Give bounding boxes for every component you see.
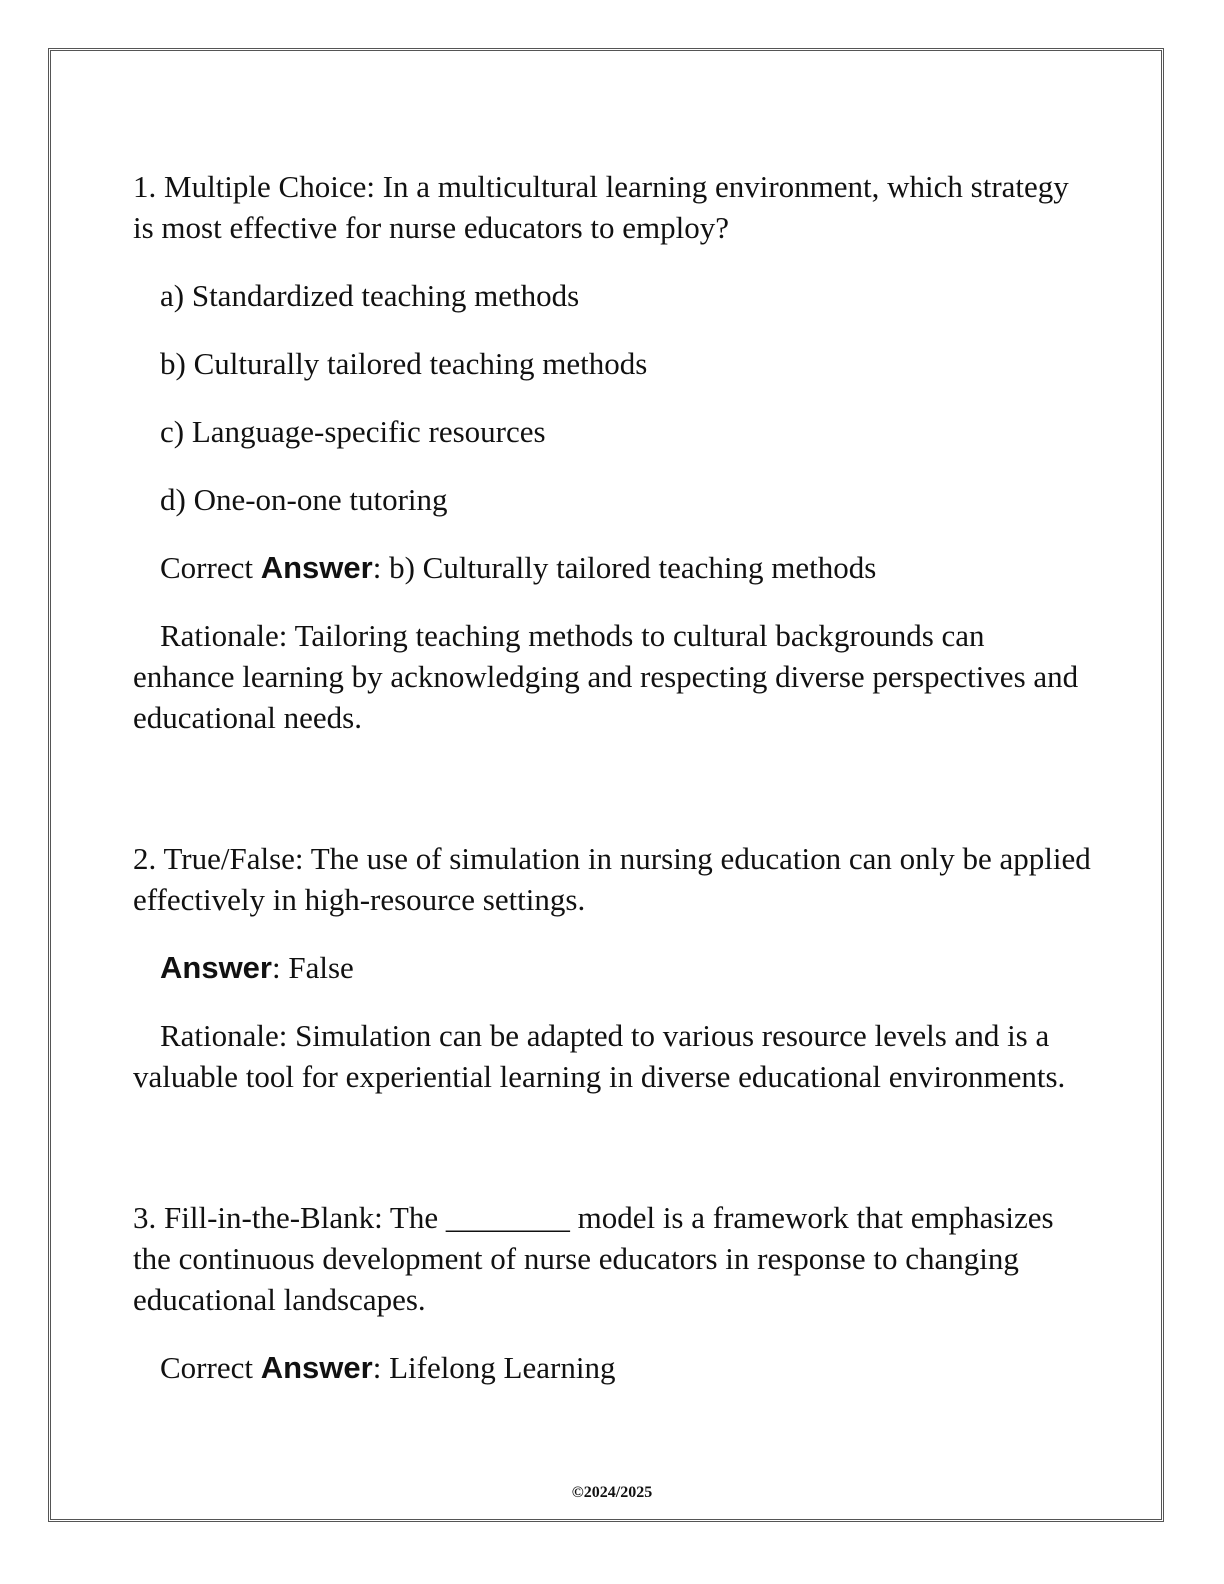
question-1-text: 1. Multiple Choice: In a multicultural learning environment, which strategy is most effective for nurse educators to employ? [133, 169, 1069, 245]
question-1-rationale: Rationale: Tailoring teaching methods to cultural backgrounds can enhance learning by acknowledging and respecting diverse perspectives and educational needs. [133, 618, 1079, 735]
document-content [133, 166, 1093, 1388]
question-1-option-d: d) One-on-one tutoring [160, 482, 448, 517]
question-2-answer [133, 947, 1093, 988]
answer-prefix: Correct [160, 1350, 261, 1385]
answer-value: : Lifelong Learning [372, 1350, 616, 1385]
answer-label: Answer [260, 550, 373, 585]
answer-label: Answer [160, 950, 272, 985]
question-2-rationale: Rationale: Simulation can be adapted to various resource levels and is a valuable tool for experiential learning in diverse educational environments. [133, 1018, 1066, 1094]
question-3-answer [133, 1347, 1093, 1388]
answer-label: Answer [260, 1350, 373, 1385]
answer-prefix: Correct [160, 550, 261, 585]
question-1-option-c: c) Language-specific resources [160, 414, 546, 449]
answer-value: : False [271, 950, 354, 985]
copyright-footer: ©2024/2025 [571, 1484, 653, 1501]
question-1-option-b: b) Culturally tailored teaching methods [160, 346, 648, 381]
question-1-answer [133, 547, 1093, 588]
question-3-text: 3. Fill-in-the-Blank: The ________ model is a framework that emphasizes the continuous development of nurse educators in response to changing educational landscapes. [133, 1200, 1054, 1317]
answer-value: : b) Culturally tailored teaching methods [372, 550, 877, 585]
question-1-option-a: a) Standardized teaching methods [160, 278, 580, 313]
question-2-text: 2. True/False: The use of simulation in nursing education can only be applied effectively in high-resource settings. [133, 841, 1091, 917]
